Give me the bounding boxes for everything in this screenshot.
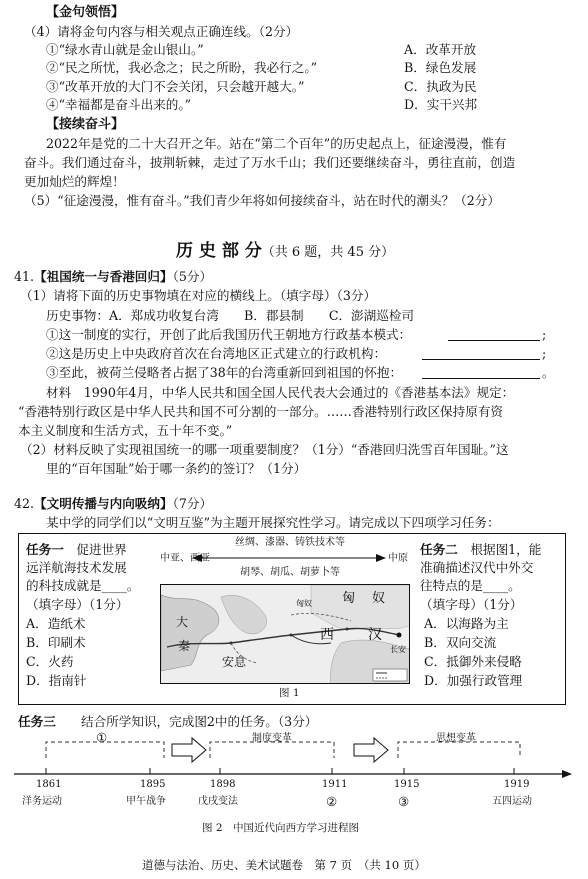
task3-text: 结合所学知识，完成图2中的任务。（3分） — [80, 714, 318, 729]
fig2-year-1915: 1915 — [394, 779, 420, 790]
map-label-da: 大 — [176, 615, 189, 629]
q41-part2-b: 里的“百年国耻”始于哪一条约的签订？（1分） — [46, 461, 307, 476]
task1-option-b: B．印刷术 — [26, 635, 86, 650]
task2-option-a: A．以海路为主 — [424, 616, 509, 631]
fig1-left-label: 中亚、西亚 — [160, 553, 210, 564]
quote-4: ④“幸福都是奋斗出来的。” — [46, 97, 192, 112]
page-footer: 道德与法治、历史、美术试题卷 第 7 页 （共 10 页） — [142, 858, 426, 872]
fig2-timeline — [0, 728, 588, 798]
q42-number: 42. — [14, 496, 35, 511]
q41-label: 【祖国统一与香港回归】 — [34, 269, 173, 284]
task1-option-d: D．指南针 — [26, 673, 87, 688]
q41-end-1: ; — [542, 327, 547, 342]
fig2-period-3: 思想变革 — [436, 733, 476, 744]
history-title: 历 史 部 分 — [176, 241, 262, 261]
fig2-event-6: 五四运动 — [492, 796, 532, 807]
q42-intro: 某中学的同学们以“文明互鉴”为主题开展探究性学习。请完成以下四项学习任务： — [46, 515, 500, 530]
q41-part2-a: （2）材料反映了实现祖国统一的哪一项重要制度？（1分）“香港回归洗雪百年国耻。”这 — [20, 442, 509, 457]
task2-option-c: C．抵御外来侵略 — [424, 654, 522, 669]
fig2-event-2: 甲午战争 — [126, 796, 166, 807]
task2-line-2: 准确描述汉代中外交 — [420, 560, 534, 575]
task2-option-d: D．加强行政管理 — [424, 673, 523, 688]
view-b: B．绿色发展 — [404, 60, 477, 75]
history-subtitle: （共 6 题，共 45 分） — [261, 245, 395, 260]
task1-line-2: 远洋航海技术发展 — [26, 560, 127, 575]
q41-line-2-text: ②这是历史上中央政府首次在台湾地区正式建立的行政机构： — [46, 346, 387, 361]
fig2-year-1861: 1861 — [36, 779, 62, 790]
view-c: C．执政为民 — [404, 79, 477, 94]
q41-end-3: 。 — [542, 365, 555, 380]
map-label-anxi: 安息 — [222, 655, 247, 669]
task2-line-3: 往特点的是____。 — [420, 578, 521, 593]
fig2-year-1919: 1919 — [504, 779, 530, 790]
answer-blank-3[interactable] — [422, 367, 540, 379]
history-title-row — [176, 243, 394, 260]
task1-text-1: 促进世界 — [76, 542, 127, 557]
quote-1: ①“绿水青山就是金山银山。” — [46, 42, 204, 57]
task2-option-b: B．双向交流 — [424, 635, 497, 650]
q41-number: 41. — [14, 269, 35, 284]
map-label-changan: 长安 — [390, 645, 406, 654]
q41-heading — [14, 271, 212, 284]
answer-blank-1[interactable] — [448, 329, 540, 341]
fig1-bottom-arrow-label: 胡琴、胡瓜、胡萝卜等 — [240, 567, 340, 578]
fig2-period-2: 制度变革 — [252, 733, 292, 744]
task1-option-a: A．造纸术 — [26, 616, 86, 631]
quote-2: ②“民之所忧，我必念之；民之所盼，我必行之。” — [46, 60, 318, 75]
fig1-caption: 图 1 — [279, 687, 300, 699]
task1-label: 任务一 — [26, 542, 64, 557]
task1-line-1 — [26, 544, 127, 557]
q42-label: 【文明传播与内向吸纳】 — [34, 496, 173, 511]
fig2-period-1: ① — [96, 730, 108, 745]
task2-line-4: （填字母）（1分） — [420, 597, 523, 612]
map-label-xi: 西 — [320, 627, 334, 643]
jin-heading: 【金句领悟】 — [46, 5, 125, 20]
fig2-year-1895: 1895 — [140, 779, 166, 790]
jieli-para-3: 更加灿烂的辉煌！ — [24, 174, 125, 189]
map-label-xiong: 匈 — [342, 591, 356, 606]
jieli-para-2: 奋斗。我们通过奋斗，披荆斩棘，走过了万水千山；我们还要继续奋斗，勇往直前，创造 — [24, 155, 516, 170]
fig2-event-1: 洋务运动 — [22, 796, 62, 807]
task1-option-c: C．火药 — [26, 654, 74, 669]
material-2: “香港特别行政区是中华人民共和国不可分割的一部分。……香港特别行政区保持原有资 — [18, 404, 504, 419]
fig2-event-5[interactable]: ③ — [398, 794, 410, 809]
answer-blank-2[interactable] — [422, 348, 540, 360]
view-d: D．实干兴邦 — [404, 97, 478, 112]
task1-line-4: （填字母）（1分） — [26, 597, 129, 612]
q41-part1: （1）请将下面的历史事物填在对应的横线上。（填字母）（3分） — [20, 288, 377, 303]
q41-end-2: ; — [542, 346, 547, 361]
map-label-qin: 秦 — [178, 639, 191, 653]
map-label-han: 汉 — [368, 627, 382, 643]
fig2-event-4[interactable]: ② — [326, 794, 338, 809]
task2-line-1 — [420, 544, 541, 557]
fig1-right-label: 中原 — [388, 553, 408, 564]
q42-score: （7分） — [172, 496, 213, 511]
task3-line — [18, 716, 317, 729]
jieli-heading: 【接续奋斗】 — [46, 117, 125, 132]
q41-line-1 — [46, 329, 411, 342]
jieli-para-1: 2022年是党的二十大召开之年。站在“第二个百年”的历史起点上，征途漫漫，惟有 — [46, 136, 507, 151]
q5-text: （5）“征途漫漫，惟有奋斗。”我们青少年将如何接续奋斗，站在时代的潮头？（2分） — [24, 193, 500, 208]
q42-heading — [14, 498, 212, 511]
q41-line-2 — [46, 348, 386, 361]
map-label-nu: 奴 — [372, 591, 386, 606]
fig2-year-1898: 1898 — [210, 779, 236, 790]
task2-text-1: 根据图1，能 — [470, 542, 542, 557]
q41-items: 历史事物：A．郑成功收复台湾 B．郡县制 C．澎湖巡检司 — [46, 308, 415, 323]
task3-label: 任务三 — [18, 714, 56, 729]
view-a: A．改革开放 — [404, 42, 477, 57]
fig2-event-3: 戊戌变法 — [198, 796, 238, 807]
task2-label: 任务二 — [420, 542, 458, 557]
q41-score: （5分） — [172, 269, 213, 284]
map-label-xiongnu-small: 匈奴 — [296, 599, 312, 608]
q41-line-1-text: ①这一制度的实行，开创了此后我国历代王朝地方行政基本模式： — [46, 327, 412, 342]
quote-3: ③“改革开放的大门不会关闭，只会越开越大。” — [46, 79, 305, 94]
fig2-year-1911: 1911 — [322, 779, 348, 790]
fig1-top-arrow-label: 丝绸、漆器、铸铁技术等 — [235, 537, 345, 548]
q41-line-3-text: ③至此，被荷兰侵略者占据了38年的台湾重新回到祖国的怀抱： — [46, 365, 403, 380]
task1-line-3: 的科技成就是____。 — [26, 578, 140, 593]
material-3: 本主义制度和生活方式，五十年不变。” — [18, 423, 233, 438]
q4-text: （4）请将金句内容与相关观点正确连线。（2分） — [24, 24, 299, 39]
q41-line-3 — [46, 367, 402, 380]
material-1: 材料 1990年4月，中华人民共和国全国人民代表大会通过的《香港基本法》规定： — [46, 385, 515, 400]
fig2-caption: 图 2 中国近代向西方学习进程图 — [202, 822, 360, 834]
